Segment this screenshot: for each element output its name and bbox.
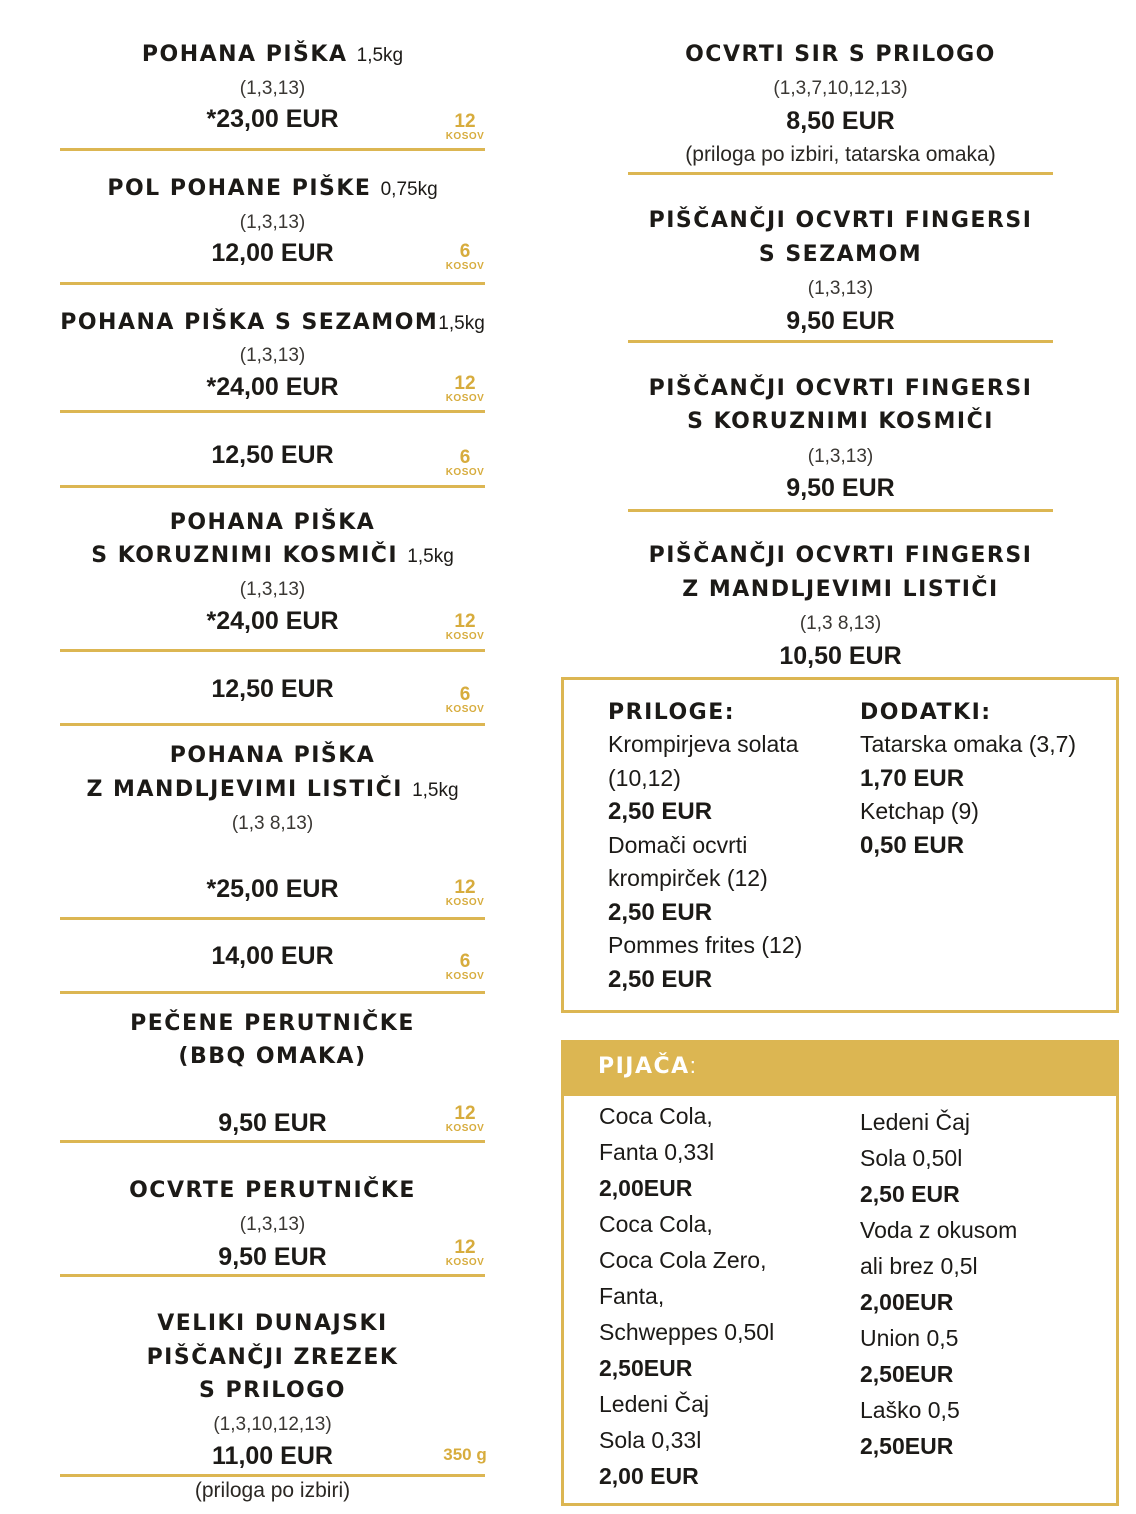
item-price: 9,50 EUR: [786, 474, 895, 502]
menu-item-fingersi-mandlji: [628, 509, 1053, 674]
drink-name: Coca Cola Zero,: [599, 1247, 767, 1273]
side-name: krompirček (12): [608, 865, 768, 891]
pieces-unit: KOSOV: [445, 897, 485, 908]
item-price: *25,00 EUR: [206, 875, 339, 903]
pieces-badge: [440, 685, 490, 715]
menu-item-pohana-piska: [60, 36, 485, 151]
item-price: *24,00 EUR: [206, 607, 339, 635]
item-title: POHANA PIŠKA: [141, 42, 348, 67]
drink-name: Fanta,: [599, 1283, 665, 1309]
pieces-count: 12: [454, 877, 476, 898]
item-title-line: S SEZAMOM: [758, 242, 923, 267]
item-title-line: Z MANDLJEVIMI LISTIČI: [682, 577, 999, 602]
pieces-badge: [440, 242, 490, 272]
pieces-unit: KOSOV: [445, 1257, 485, 1268]
item-title-line: (BBQ OMAKA): [178, 1044, 367, 1069]
item-price: 8,50 EUR: [786, 107, 895, 135]
item-allergens: (1,3,10,12,13): [213, 1414, 332, 1435]
drinks-header-bar: [564, 1043, 1116, 1096]
weight-badge: 350 g: [443, 1445, 487, 1464]
priloge-heading: PRILOGE:: [608, 700, 736, 725]
side-price: 2,50 EUR: [608, 798, 713, 825]
drinks-heading-colon: :: [689, 1053, 698, 1078]
item-title-line: S PRILOGO: [199, 1378, 346, 1403]
item-title-line: VELIKI DUNAJSKI: [157, 1311, 388, 1336]
drink-name: Voda z okusom: [860, 1217, 1018, 1243]
pieces-count: 12: [454, 1237, 476, 1258]
item-note: (priloga po izbiri, tatarska omaka): [685, 143, 996, 166]
drinks-box: [561, 1040, 1119, 1506]
item-allergens: (1,3,13): [807, 278, 874, 299]
drink-name: Union 0,5: [860, 1325, 959, 1351]
drink-price: 2,00EUR: [599, 1175, 693, 1201]
menu-item-half-portion-sezam: [60, 410, 485, 488]
drink-price: 2,50EUR: [860, 1433, 954, 1459]
pieces-unit: KOSOV: [445, 131, 485, 142]
item-weight: 1,5kg: [438, 313, 485, 334]
drink-name: Sola 0,50l: [860, 1145, 963, 1171]
pieces-badge: [440, 612, 490, 642]
item-allergens: (1,3,13): [239, 345, 306, 366]
drinks-right-list: [860, 1104, 1110, 1464]
extra-name: Tatarska omaka (3,7): [860, 731, 1077, 757]
pieces-badge: [440, 1104, 490, 1134]
pieces-unit: KOSOV: [445, 393, 485, 404]
item-title-line: Z MANDLJEVIMI LISTIČI: [86, 777, 403, 802]
pieces-count: 12: [454, 1103, 476, 1124]
item-title: OCVRTI SIR S PRILOGO: [685, 42, 996, 67]
item-allergens: (1,3,7,10,12,13): [773, 78, 908, 99]
item-price: 12,50 EUR: [211, 675, 334, 703]
drink-price: 2,50EUR: [599, 1355, 693, 1381]
item-allergens: (1,3,13): [807, 446, 874, 467]
item-title-line: PIŠČANČJI OCVRTI FINGERSI: [648, 376, 1033, 401]
side-name: Pommes frites (12): [608, 932, 803, 958]
dodatki-heading: DODATKI:: [860, 700, 992, 725]
item-allergens: (1,3 8,13): [799, 613, 882, 634]
item-price: 9,50 EUR: [218, 1243, 327, 1271]
menu-item-dunajski-zrezek: [60, 1274, 485, 1477]
item-title-line: POHANA PIŠKA: [169, 743, 376, 768]
pieces-unit: KOSOV: [445, 631, 485, 642]
pieces-badge: [440, 952, 490, 982]
pieces-count: 6: [459, 684, 471, 705]
pieces-count: 12: [454, 111, 476, 132]
extra-price: 0,50 EUR: [860, 831, 965, 859]
item-title-line: POHANA PIŠKA: [169, 510, 376, 535]
item-weight: 0,75kg: [380, 179, 438, 200]
pieces-badge: [440, 1238, 490, 1268]
pieces-badge: [440, 112, 490, 142]
pieces-unit: KOSOV: [445, 261, 485, 272]
pieces-count: 12: [454, 611, 476, 632]
drink-name: Coca Cola,: [599, 1211, 713, 1237]
item-title-line: PIŠČANČJI OCVRTI FINGERSI: [648, 543, 1033, 568]
menu-item-pohana-piska-mandlji: [60, 723, 485, 920]
pieces-count: 6: [459, 241, 471, 262]
pieces-badge: [440, 374, 490, 404]
drink-name: Fanta 0,33l: [599, 1139, 715, 1165]
item-weight: 1,5kg: [356, 45, 404, 66]
menu-item-ocvrti-sir: [628, 36, 1053, 175]
item-allergens: (1,3,13): [239, 579, 306, 600]
menu-item-fingersi-koruzni: [628, 340, 1053, 512]
item-price: 14,00 EUR: [211, 942, 334, 970]
extra-name: Ketchap (9): [860, 798, 979, 824]
item-title-line: S KORUZNIMI KOSMIČI: [91, 543, 399, 568]
menu-item-half-portion-mandlji: [60, 917, 485, 994]
drink-name: Ledeni Čaj: [599, 1391, 709, 1417]
item-title-line: PEČENE PERUTNIČKE: [130, 1011, 415, 1036]
pieces-badge: [440, 448, 490, 478]
menu-item-pecene-perutnicke: [60, 991, 485, 1143]
menu-item-pohana-piska-sezam: [60, 304, 485, 413]
side-name: Krompirjeva solata: [608, 731, 799, 757]
pieces-unit: KOSOV: [445, 704, 485, 715]
drink-name: Ledeni Čaj: [860, 1109, 970, 1135]
priloge-section: [608, 698, 848, 996]
side-name: Domači ocvrti: [608, 831, 748, 858]
drink-price: 2,50EUR: [860, 1361, 954, 1387]
drink-name: Coca Cola,: [599, 1103, 713, 1129]
drinks-heading: PIJAČA: [598, 1054, 690, 1079]
item-title: POL POHANE PIŠKE: [107, 176, 372, 201]
item-price: 10,50 EUR: [779, 642, 902, 670]
item-price: *24,00 EUR: [206, 373, 339, 401]
drink-name: Sola 0,33l: [599, 1427, 702, 1453]
item-allergens: (1,3,13): [239, 78, 306, 99]
item-price: 12,50 EUR: [211, 441, 334, 469]
pieces-count: 6: [459, 951, 471, 972]
pieces-unit: KOSOV: [445, 467, 485, 478]
pieces-unit: KOSOV: [445, 1123, 485, 1134]
item-title-line: PIŠČANČJI ZREZEK: [146, 1345, 399, 1370]
drink-price: 2,50 EUR: [860, 1181, 960, 1207]
pieces-badge: [440, 878, 490, 908]
item-weight: 1,5kg: [412, 780, 459, 801]
menu-item-ocvrte-perutnicke: [60, 1140, 485, 1277]
drink-name: Laško 0,5: [860, 1397, 960, 1423]
drinks-left-list: [599, 1098, 839, 1494]
item-note: (priloga po izbiri): [194, 1479, 351, 1502]
item-title: OCVRTE PERUTNIČKE: [129, 1178, 416, 1203]
item-allergens: (1,3 8,13): [231, 813, 314, 834]
item-weight: 1,5kg: [407, 546, 454, 567]
drink-name: ali brez 0,5l: [860, 1253, 978, 1279]
extra-price: 1,70 EUR: [860, 764, 965, 792]
item-allergens: (1,3,13): [239, 212, 306, 233]
item-price: *23,00 EUR: [206, 105, 339, 133]
side-price: 2,50 EUR: [608, 898, 713, 926]
drink-name: Schweppes 0,50l: [599, 1319, 775, 1345]
item-price: 12,00 EUR: [211, 239, 334, 267]
dodatki-section: [860, 698, 1110, 862]
drink-price: 2,00 EUR: [599, 1463, 699, 1489]
sides-extras-box: [561, 677, 1119, 1013]
side-price: 2,50 EUR: [608, 965, 713, 993]
menu-item-fingersi-sezam: [628, 172, 1053, 343]
pieces-unit: KOSOV: [445, 971, 485, 982]
item-allergens: (1,3,13): [239, 1214, 306, 1235]
item-price: 9,50 EUR: [786, 307, 895, 335]
menu-item-pohana-piska-koruzni: [60, 485, 485, 652]
item-price: 9,50 EUR: [218, 1109, 327, 1137]
menu-item-pol-pohane-piske: [60, 170, 485, 285]
drink-price: 2,00EUR: [860, 1289, 954, 1315]
side-allergens: (10,12): [608, 764, 681, 791]
pieces-count: 6: [459, 447, 471, 468]
item-title-line: S KORUZNIMI KOSMIČI: [687, 409, 994, 434]
item-title: POHANA PIŠKA S SEZAMOM: [60, 310, 439, 335]
menu-item-half-portion-koruzni: [60, 649, 485, 726]
item-title-line: PIŠČANČJI OCVRTI FINGERSI: [648, 208, 1033, 233]
item-price: 11,00 EUR: [212, 1442, 333, 1470]
pieces-count: 12: [454, 373, 476, 394]
